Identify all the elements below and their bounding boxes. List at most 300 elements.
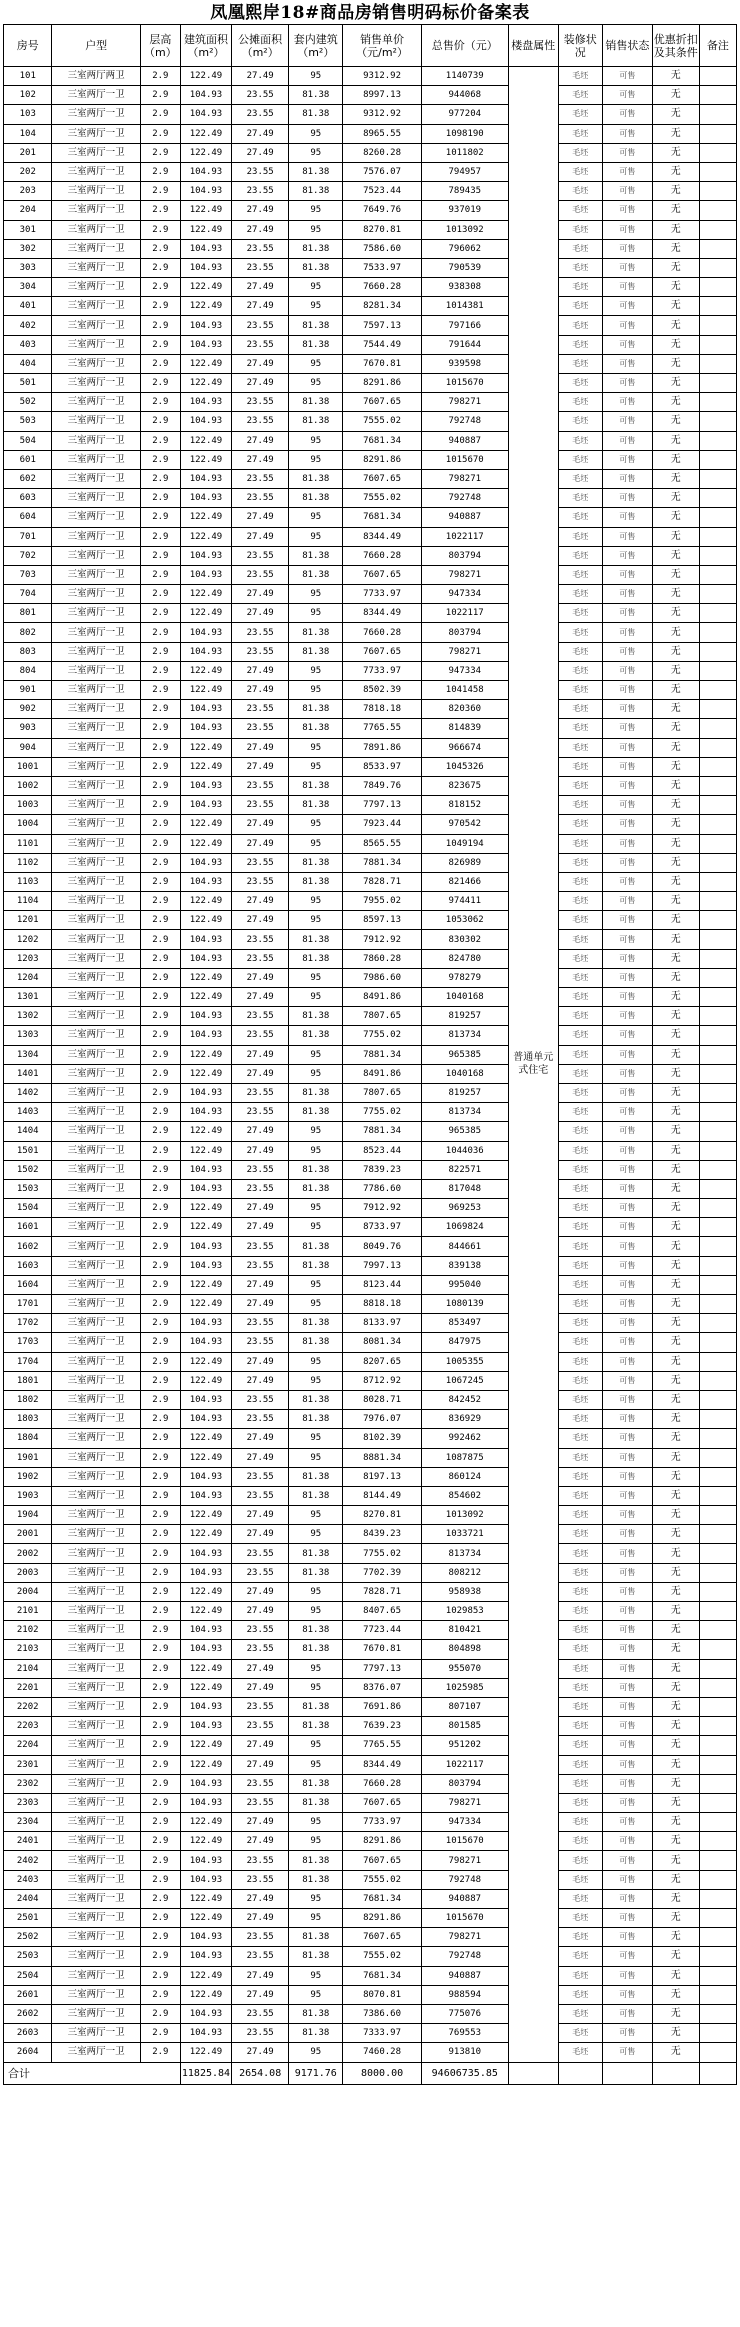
cell-inner-area: 81.38 bbox=[289, 1563, 343, 1582]
cell-discount: 无 bbox=[652, 1295, 699, 1314]
cell-room: 2203 bbox=[4, 1717, 52, 1736]
cell-unit-price: 7607.65 bbox=[343, 642, 421, 661]
cell-shared-area: 27.49 bbox=[232, 1352, 289, 1371]
table-row bbox=[4, 623, 737, 642]
cell-total-price: 1025985 bbox=[421, 1678, 508, 1697]
cell-height: 2.9 bbox=[140, 1774, 180, 1793]
table-row bbox=[4, 604, 737, 623]
cell-height: 2.9 bbox=[140, 86, 180, 105]
table-row bbox=[4, 412, 737, 431]
header-note: 备注 bbox=[699, 25, 736, 67]
cell-inner-area: 81.38 bbox=[289, 182, 343, 201]
cell-height: 2.9 bbox=[140, 489, 180, 508]
cell-height: 2.9 bbox=[140, 1045, 180, 1064]
cell-unit-price: 8733.97 bbox=[343, 1218, 421, 1237]
cell-inner-area: 95 bbox=[289, 201, 343, 220]
cell-unit-price: 7333.97 bbox=[343, 2024, 421, 2043]
cell-inner-area: 95 bbox=[289, 1889, 343, 1908]
cell-shared-area: 23.55 bbox=[232, 1544, 289, 1563]
cell-total-price: 937019 bbox=[421, 201, 508, 220]
cell-shared-area: 23.55 bbox=[232, 1083, 289, 1102]
cell-shared-area: 23.55 bbox=[232, 1390, 289, 1409]
cell-sale-status: 可售 bbox=[602, 1103, 652, 1122]
cell-total-price: 842452 bbox=[421, 1390, 508, 1409]
cell-room: 2104 bbox=[4, 1659, 52, 1678]
cell-unit-price: 7670.81 bbox=[343, 1640, 421, 1659]
cell-inner-area: 95 bbox=[289, 143, 343, 162]
cell-type: 三室两厅一卫 bbox=[52, 604, 140, 623]
table-row bbox=[4, 1160, 737, 1179]
cell-sale-status: 可售 bbox=[602, 1122, 652, 1141]
cell-inner-area: 81.38 bbox=[289, 469, 343, 488]
table-row bbox=[4, 661, 737, 680]
cell-total-price: 792748 bbox=[421, 412, 508, 431]
cell-unit-price: 7881.34 bbox=[343, 1122, 421, 1141]
cell-build-area: 104.93 bbox=[180, 1179, 231, 1198]
cell-height: 2.9 bbox=[140, 220, 180, 239]
cell-build-area: 122.49 bbox=[180, 1506, 231, 1525]
cell-total-price: 1013092 bbox=[421, 220, 508, 239]
cell-inner-area: 95 bbox=[289, 1275, 343, 1294]
cell-inner-area: 81.38 bbox=[289, 258, 343, 277]
cell-room: 504 bbox=[4, 431, 52, 450]
cell-note bbox=[699, 1410, 736, 1429]
cell-room: 603 bbox=[4, 489, 52, 508]
cell-build-area: 122.49 bbox=[180, 661, 231, 680]
cell-build-area: 104.93 bbox=[180, 1697, 231, 1716]
cell-type: 三室两厅一卫 bbox=[52, 1103, 140, 1122]
cell-sale-status: 可售 bbox=[602, 1755, 652, 1774]
cell-type: 三室两厅一卫 bbox=[52, 1486, 140, 1505]
cell-type: 三室两厅一卫 bbox=[52, 469, 140, 488]
cell-total-price: 813734 bbox=[421, 1103, 508, 1122]
cell-total-price: 798271 bbox=[421, 1928, 508, 1947]
cell-total-price: 814839 bbox=[421, 719, 508, 738]
cell-shared-area: 27.49 bbox=[232, 604, 289, 623]
cell-discount: 无 bbox=[652, 316, 699, 335]
cell-sale-status: 可售 bbox=[602, 1870, 652, 1889]
cell-total-price: 798271 bbox=[421, 642, 508, 661]
cell-type: 三室两厅一卫 bbox=[52, 623, 140, 642]
cell-sale-status: 可售 bbox=[602, 988, 652, 1007]
cell-sale-status: 可售 bbox=[602, 642, 652, 661]
cell-height: 2.9 bbox=[140, 297, 180, 316]
cell-note bbox=[699, 297, 736, 316]
cell-decoration: 毛坯 bbox=[558, 124, 602, 143]
header-type: 户型 bbox=[52, 25, 140, 67]
cell-unit-price: 8965.55 bbox=[343, 124, 421, 143]
table-row bbox=[4, 546, 737, 565]
cell-sale-status: 可售 bbox=[602, 796, 652, 815]
table-row bbox=[4, 201, 737, 220]
cell-build-area: 104.93 bbox=[180, 1007, 231, 1026]
cell-inner-area: 81.38 bbox=[289, 1774, 343, 1793]
cell-sale-status: 可售 bbox=[602, 508, 652, 527]
cell-total-price: 1049194 bbox=[421, 834, 508, 853]
cell-shared-area: 27.49 bbox=[232, 124, 289, 143]
cell-note bbox=[699, 1851, 736, 1870]
cell-type: 三室两厅一卫 bbox=[52, 1544, 140, 1563]
cell-build-area: 104.93 bbox=[180, 1793, 231, 1812]
cell-inner-area: 81.38 bbox=[289, 1793, 343, 1812]
cell-note bbox=[699, 1007, 736, 1026]
table-row bbox=[4, 1218, 737, 1237]
cell-note bbox=[699, 2043, 736, 2062]
cell-note bbox=[699, 968, 736, 987]
cell-build-area: 104.93 bbox=[180, 1544, 231, 1563]
cell-type: 三室两厅一卫 bbox=[52, 968, 140, 987]
cell-shared-area: 23.55 bbox=[232, 930, 289, 949]
cell-sale-status: 可售 bbox=[602, 1506, 652, 1525]
cell-note bbox=[699, 1371, 736, 1390]
cell-unit-price: 7544.49 bbox=[343, 335, 421, 354]
cell-sale-status: 可售 bbox=[602, 1467, 652, 1486]
cell-build-area: 122.49 bbox=[180, 278, 231, 297]
cell-total-price: 992462 bbox=[421, 1429, 508, 1448]
cell-height: 2.9 bbox=[140, 1640, 180, 1659]
cell-room: 1701 bbox=[4, 1295, 52, 1314]
cell-build-area: 104.93 bbox=[180, 1160, 231, 1179]
cell-height: 2.9 bbox=[140, 335, 180, 354]
cell-type: 三室两厅一卫 bbox=[52, 1026, 140, 1045]
cell-room: 2202 bbox=[4, 1697, 52, 1716]
cell-note bbox=[699, 1736, 736, 1755]
cell-decoration: 毛坯 bbox=[558, 374, 602, 393]
cell-unit-price: 7681.34 bbox=[343, 1889, 421, 1908]
cell-sale-status: 可售 bbox=[602, 450, 652, 469]
cell-unit-price: 7733.97 bbox=[343, 661, 421, 680]
cell-build-area: 104.93 bbox=[180, 1947, 231, 1966]
totals-shared-area: 2654.08 bbox=[232, 2062, 289, 2084]
table-row bbox=[4, 316, 737, 335]
cell-discount: 无 bbox=[652, 930, 699, 949]
cell-total-price: 1040168 bbox=[421, 988, 508, 1007]
cell-type: 三室两厅一卫 bbox=[52, 1525, 140, 1544]
cell-height: 2.9 bbox=[140, 1659, 180, 1678]
cell-total-price: 947334 bbox=[421, 661, 508, 680]
table-row bbox=[4, 1083, 737, 1102]
cell-type: 三室两厅一卫 bbox=[52, 1141, 140, 1160]
cell-sale-status: 可售 bbox=[602, 469, 652, 488]
cell-height: 2.9 bbox=[140, 968, 180, 987]
cell-discount: 无 bbox=[652, 2024, 699, 2043]
cell-room: 1201 bbox=[4, 911, 52, 930]
cell-total-price: 769553 bbox=[421, 2024, 508, 2043]
cell-room: 2303 bbox=[4, 1793, 52, 1812]
cell-type: 三室两厅一卫 bbox=[52, 1966, 140, 1985]
table-body bbox=[4, 67, 737, 2063]
cell-note bbox=[699, 1928, 736, 1947]
cell-room: 1901 bbox=[4, 1448, 52, 1467]
cell-note bbox=[699, 796, 736, 815]
cell-build-area: 122.49 bbox=[180, 1429, 231, 1448]
table-row bbox=[4, 1851, 737, 1870]
cell-type: 三室两厅一卫 bbox=[52, 2004, 140, 2023]
cell-sale-status: 可售 bbox=[602, 489, 652, 508]
cell-note bbox=[699, 2024, 736, 2043]
table-row bbox=[4, 681, 737, 700]
cell-inner-area: 95 bbox=[289, 508, 343, 527]
cell-total-price: 970542 bbox=[421, 815, 508, 834]
cell-sale-status: 可售 bbox=[602, 124, 652, 143]
cell-type: 三室两厅一卫 bbox=[52, 143, 140, 162]
table-row bbox=[4, 1429, 737, 1448]
cell-build-area: 104.93 bbox=[180, 872, 231, 891]
cell-discount: 无 bbox=[652, 968, 699, 987]
cell-unit-price: 9312.92 bbox=[343, 105, 421, 124]
cell-inner-area: 81.38 bbox=[289, 1083, 343, 1102]
cell-discount: 无 bbox=[652, 1582, 699, 1601]
cell-height: 2.9 bbox=[140, 393, 180, 412]
cell-discount: 无 bbox=[652, 757, 699, 776]
cell-note bbox=[699, 374, 736, 393]
cell-total-price: 821466 bbox=[421, 872, 508, 891]
cell-decoration: 毛坯 bbox=[558, 604, 602, 623]
cell-unit-price: 8597.13 bbox=[343, 911, 421, 930]
cell-build-area: 104.93 bbox=[180, 1410, 231, 1429]
cell-note bbox=[699, 585, 736, 604]
cell-type: 三室两厅一卫 bbox=[52, 1179, 140, 1198]
cell-inner-area: 95 bbox=[289, 1122, 343, 1141]
cell-total-price: 791644 bbox=[421, 335, 508, 354]
cell-type: 三室两厅一卫 bbox=[52, 182, 140, 201]
cell-note bbox=[699, 776, 736, 795]
cell-room: 2302 bbox=[4, 1774, 52, 1793]
cell-room: 2404 bbox=[4, 1889, 52, 1908]
cell-shared-area: 23.55 bbox=[232, 1697, 289, 1716]
totals-blank-4 bbox=[652, 2062, 699, 2084]
cell-type: 三室两厅一卫 bbox=[52, 431, 140, 450]
cell-note bbox=[699, 1640, 736, 1659]
cell-unit-price: 8407.65 bbox=[343, 1602, 421, 1621]
cell-height: 2.9 bbox=[140, 1563, 180, 1582]
cell-note bbox=[699, 1582, 736, 1601]
cell-shared-area: 23.55 bbox=[232, 1467, 289, 1486]
cell-decoration: 毛坯 bbox=[558, 450, 602, 469]
cell-room: 1204 bbox=[4, 968, 52, 987]
cell-shared-area: 27.49 bbox=[232, 2043, 289, 2062]
cell-type: 三室两厅一卫 bbox=[52, 1429, 140, 1448]
cell-shared-area: 23.55 bbox=[232, 412, 289, 431]
cell-inner-area: 81.38 bbox=[289, 1237, 343, 1256]
cell-unit-price: 8028.71 bbox=[343, 1390, 421, 1409]
cell-total-price: 1015670 bbox=[421, 1832, 508, 1851]
cell-inner-area: 95 bbox=[289, 815, 343, 834]
cell-inner-area: 81.38 bbox=[289, 1928, 343, 1947]
table-row bbox=[4, 508, 737, 527]
cell-type: 三室两厅一卫 bbox=[52, 1832, 140, 1851]
cell-type: 三室两厅一卫 bbox=[52, 776, 140, 795]
cell-build-area: 122.49 bbox=[180, 297, 231, 316]
cell-discount: 无 bbox=[652, 988, 699, 1007]
cell-decoration: 毛坯 bbox=[558, 1448, 602, 1467]
cell-discount: 无 bbox=[652, 1007, 699, 1026]
cell-inner-area: 95 bbox=[289, 1909, 343, 1928]
cell-room: 1401 bbox=[4, 1064, 52, 1083]
cell-discount: 无 bbox=[652, 1774, 699, 1793]
table-row bbox=[4, 1064, 737, 1083]
cell-build-area: 122.49 bbox=[180, 1678, 231, 1697]
cell-build-area: 122.49 bbox=[180, 1275, 231, 1294]
cell-room: 402 bbox=[4, 316, 52, 335]
cell-decoration: 毛坯 bbox=[558, 335, 602, 354]
cell-note bbox=[699, 124, 736, 143]
table-row bbox=[4, 1563, 737, 1582]
cell-type: 三室两厅一卫 bbox=[52, 374, 140, 393]
cell-unit-price: 8049.76 bbox=[343, 1237, 421, 1256]
cell-sale-status: 可售 bbox=[602, 1813, 652, 1832]
cell-decoration: 毛坯 bbox=[558, 1697, 602, 1716]
cell-inner-area: 81.38 bbox=[289, 623, 343, 642]
cell-shared-area: 27.49 bbox=[232, 661, 289, 680]
cell-shared-area: 27.49 bbox=[232, 67, 289, 86]
cell-note bbox=[699, 1813, 736, 1832]
cell-inner-area: 95 bbox=[289, 1141, 343, 1160]
cell-unit-price: 7881.34 bbox=[343, 853, 421, 872]
cell-discount: 无 bbox=[652, 1928, 699, 1947]
cell-note bbox=[699, 527, 736, 546]
cell-height: 2.9 bbox=[140, 527, 180, 546]
cell-room: 302 bbox=[4, 239, 52, 258]
cell-sale-status: 可售 bbox=[602, 1083, 652, 1102]
cell-total-price: 824780 bbox=[421, 949, 508, 968]
cell-height: 2.9 bbox=[140, 1237, 180, 1256]
cell-note bbox=[699, 1256, 736, 1275]
cell-decoration: 毛坯 bbox=[558, 911, 602, 930]
cell-height: 2.9 bbox=[140, 1199, 180, 1218]
table-row bbox=[4, 124, 737, 143]
cell-inner-area: 95 bbox=[289, 681, 343, 700]
cell-room: 204 bbox=[4, 201, 52, 220]
cell-build-area: 104.93 bbox=[180, 1237, 231, 1256]
cell-height: 2.9 bbox=[140, 930, 180, 949]
cell-room: 2301 bbox=[4, 1755, 52, 1774]
cell-type: 三室两厅一卫 bbox=[52, 1333, 140, 1352]
cell-unit-price: 7649.76 bbox=[343, 201, 421, 220]
cell-room: 1801 bbox=[4, 1371, 52, 1390]
cell-build-area: 122.49 bbox=[180, 1813, 231, 1832]
cell-room: 1802 bbox=[4, 1390, 52, 1409]
cell-build-area: 122.49 bbox=[180, 1295, 231, 1314]
cell-total-price: 798271 bbox=[421, 469, 508, 488]
cell-type: 三室两厅一卫 bbox=[52, 508, 140, 527]
cell-room: 304 bbox=[4, 278, 52, 297]
header-decoration: 装修状况 bbox=[558, 25, 602, 67]
cell-sale-status: 可售 bbox=[602, 1621, 652, 1640]
totals-inner-area: 9171.76 bbox=[289, 2062, 343, 2084]
cell-build-area: 104.93 bbox=[180, 239, 231, 258]
cell-total-price: 847975 bbox=[421, 1333, 508, 1352]
cell-room: 2603 bbox=[4, 2024, 52, 2043]
cell-total-price: 940887 bbox=[421, 508, 508, 527]
cell-total-price: 944068 bbox=[421, 86, 508, 105]
cell-total-price: 988594 bbox=[421, 1985, 508, 2004]
cell-unit-price: 7670.81 bbox=[343, 354, 421, 373]
cell-type: 三室两厅一卫 bbox=[52, 796, 140, 815]
cell-sale-status: 可售 bbox=[602, 182, 652, 201]
cell-note bbox=[699, 1889, 736, 1908]
cell-inner-area: 95 bbox=[289, 374, 343, 393]
cell-height: 2.9 bbox=[140, 776, 180, 795]
cell-room: 104 bbox=[4, 124, 52, 143]
cell-sale-status: 可售 bbox=[602, 527, 652, 546]
cell-decoration: 毛坯 bbox=[558, 1717, 602, 1736]
cell-build-area: 122.49 bbox=[180, 1985, 231, 2004]
cell-inner-area: 81.38 bbox=[289, 1870, 343, 1889]
cell-total-price: 1080139 bbox=[421, 1295, 508, 1314]
cell-inner-area: 95 bbox=[289, 1064, 343, 1083]
cell-room: 1102 bbox=[4, 853, 52, 872]
cell-discount: 无 bbox=[652, 2043, 699, 2062]
cell-build-area: 104.93 bbox=[180, 182, 231, 201]
cell-room: 1403 bbox=[4, 1103, 52, 1122]
cell-total-price: 951202 bbox=[421, 1736, 508, 1755]
cell-inner-area: 95 bbox=[289, 278, 343, 297]
table-row bbox=[4, 719, 737, 738]
header-height: 层高（m） bbox=[140, 25, 180, 67]
cell-unit-price: 7733.97 bbox=[343, 1813, 421, 1832]
cell-sale-status: 可售 bbox=[602, 1582, 652, 1601]
cell-note bbox=[699, 853, 736, 872]
cell-total-price: 817048 bbox=[421, 1179, 508, 1198]
cell-discount: 无 bbox=[652, 1410, 699, 1429]
cell-height: 2.9 bbox=[140, 681, 180, 700]
cell-room: 703 bbox=[4, 565, 52, 584]
totals-blank-3 bbox=[602, 2062, 652, 2084]
cell-type: 三室两厅一卫 bbox=[52, 661, 140, 680]
table-row bbox=[4, 1582, 737, 1601]
cell-sale-status: 可售 bbox=[602, 681, 652, 700]
cell-inner-area: 81.38 bbox=[289, 1697, 343, 1716]
cell-build-area: 122.49 bbox=[180, 431, 231, 450]
table-row bbox=[4, 278, 737, 297]
cell-unit-price: 7881.34 bbox=[343, 1045, 421, 1064]
cell-note bbox=[699, 1985, 736, 2004]
cell-build-area: 122.49 bbox=[180, 220, 231, 239]
cell-sale-status: 可售 bbox=[602, 316, 652, 335]
cell-discount: 无 bbox=[652, 450, 699, 469]
cell-discount: 无 bbox=[652, 86, 699, 105]
table-row bbox=[4, 105, 737, 124]
cell-decoration: 毛坯 bbox=[558, 988, 602, 1007]
cell-build-area: 122.49 bbox=[180, 681, 231, 700]
cell-room: 1302 bbox=[4, 1007, 52, 1026]
cell-note bbox=[699, 1621, 736, 1640]
cell-shared-area: 23.55 bbox=[232, 1774, 289, 1793]
cell-sale-status: 可售 bbox=[602, 1717, 652, 1736]
cell-shared-area: 23.55 bbox=[232, 776, 289, 795]
cell-shared-area: 27.49 bbox=[232, 374, 289, 393]
cell-type: 三室两厅一卫 bbox=[52, 1889, 140, 1908]
cell-height: 2.9 bbox=[140, 1218, 180, 1237]
cell-room: 2003 bbox=[4, 1563, 52, 1582]
cell-note bbox=[699, 892, 736, 911]
cell-discount: 无 bbox=[652, 1544, 699, 1563]
cell-room: 704 bbox=[4, 585, 52, 604]
cell-decoration: 毛坯 bbox=[558, 834, 602, 853]
cell-height: 2.9 bbox=[140, 1352, 180, 1371]
cell-sale-status: 可售 bbox=[602, 892, 652, 911]
cell-shared-area: 23.55 bbox=[232, 1314, 289, 1333]
cell-shared-area: 27.49 bbox=[232, 1371, 289, 1390]
cell-type: 三室两厅一卫 bbox=[52, 201, 140, 220]
cell-sale-status: 可售 bbox=[602, 834, 652, 853]
cell-unit-price: 8291.86 bbox=[343, 374, 421, 393]
cell-total-price: 1040168 bbox=[421, 1064, 508, 1083]
cell-room: 1004 bbox=[4, 815, 52, 834]
cell-shared-area: 23.55 bbox=[232, 1928, 289, 1947]
cell-decoration: 毛坯 bbox=[558, 930, 602, 949]
